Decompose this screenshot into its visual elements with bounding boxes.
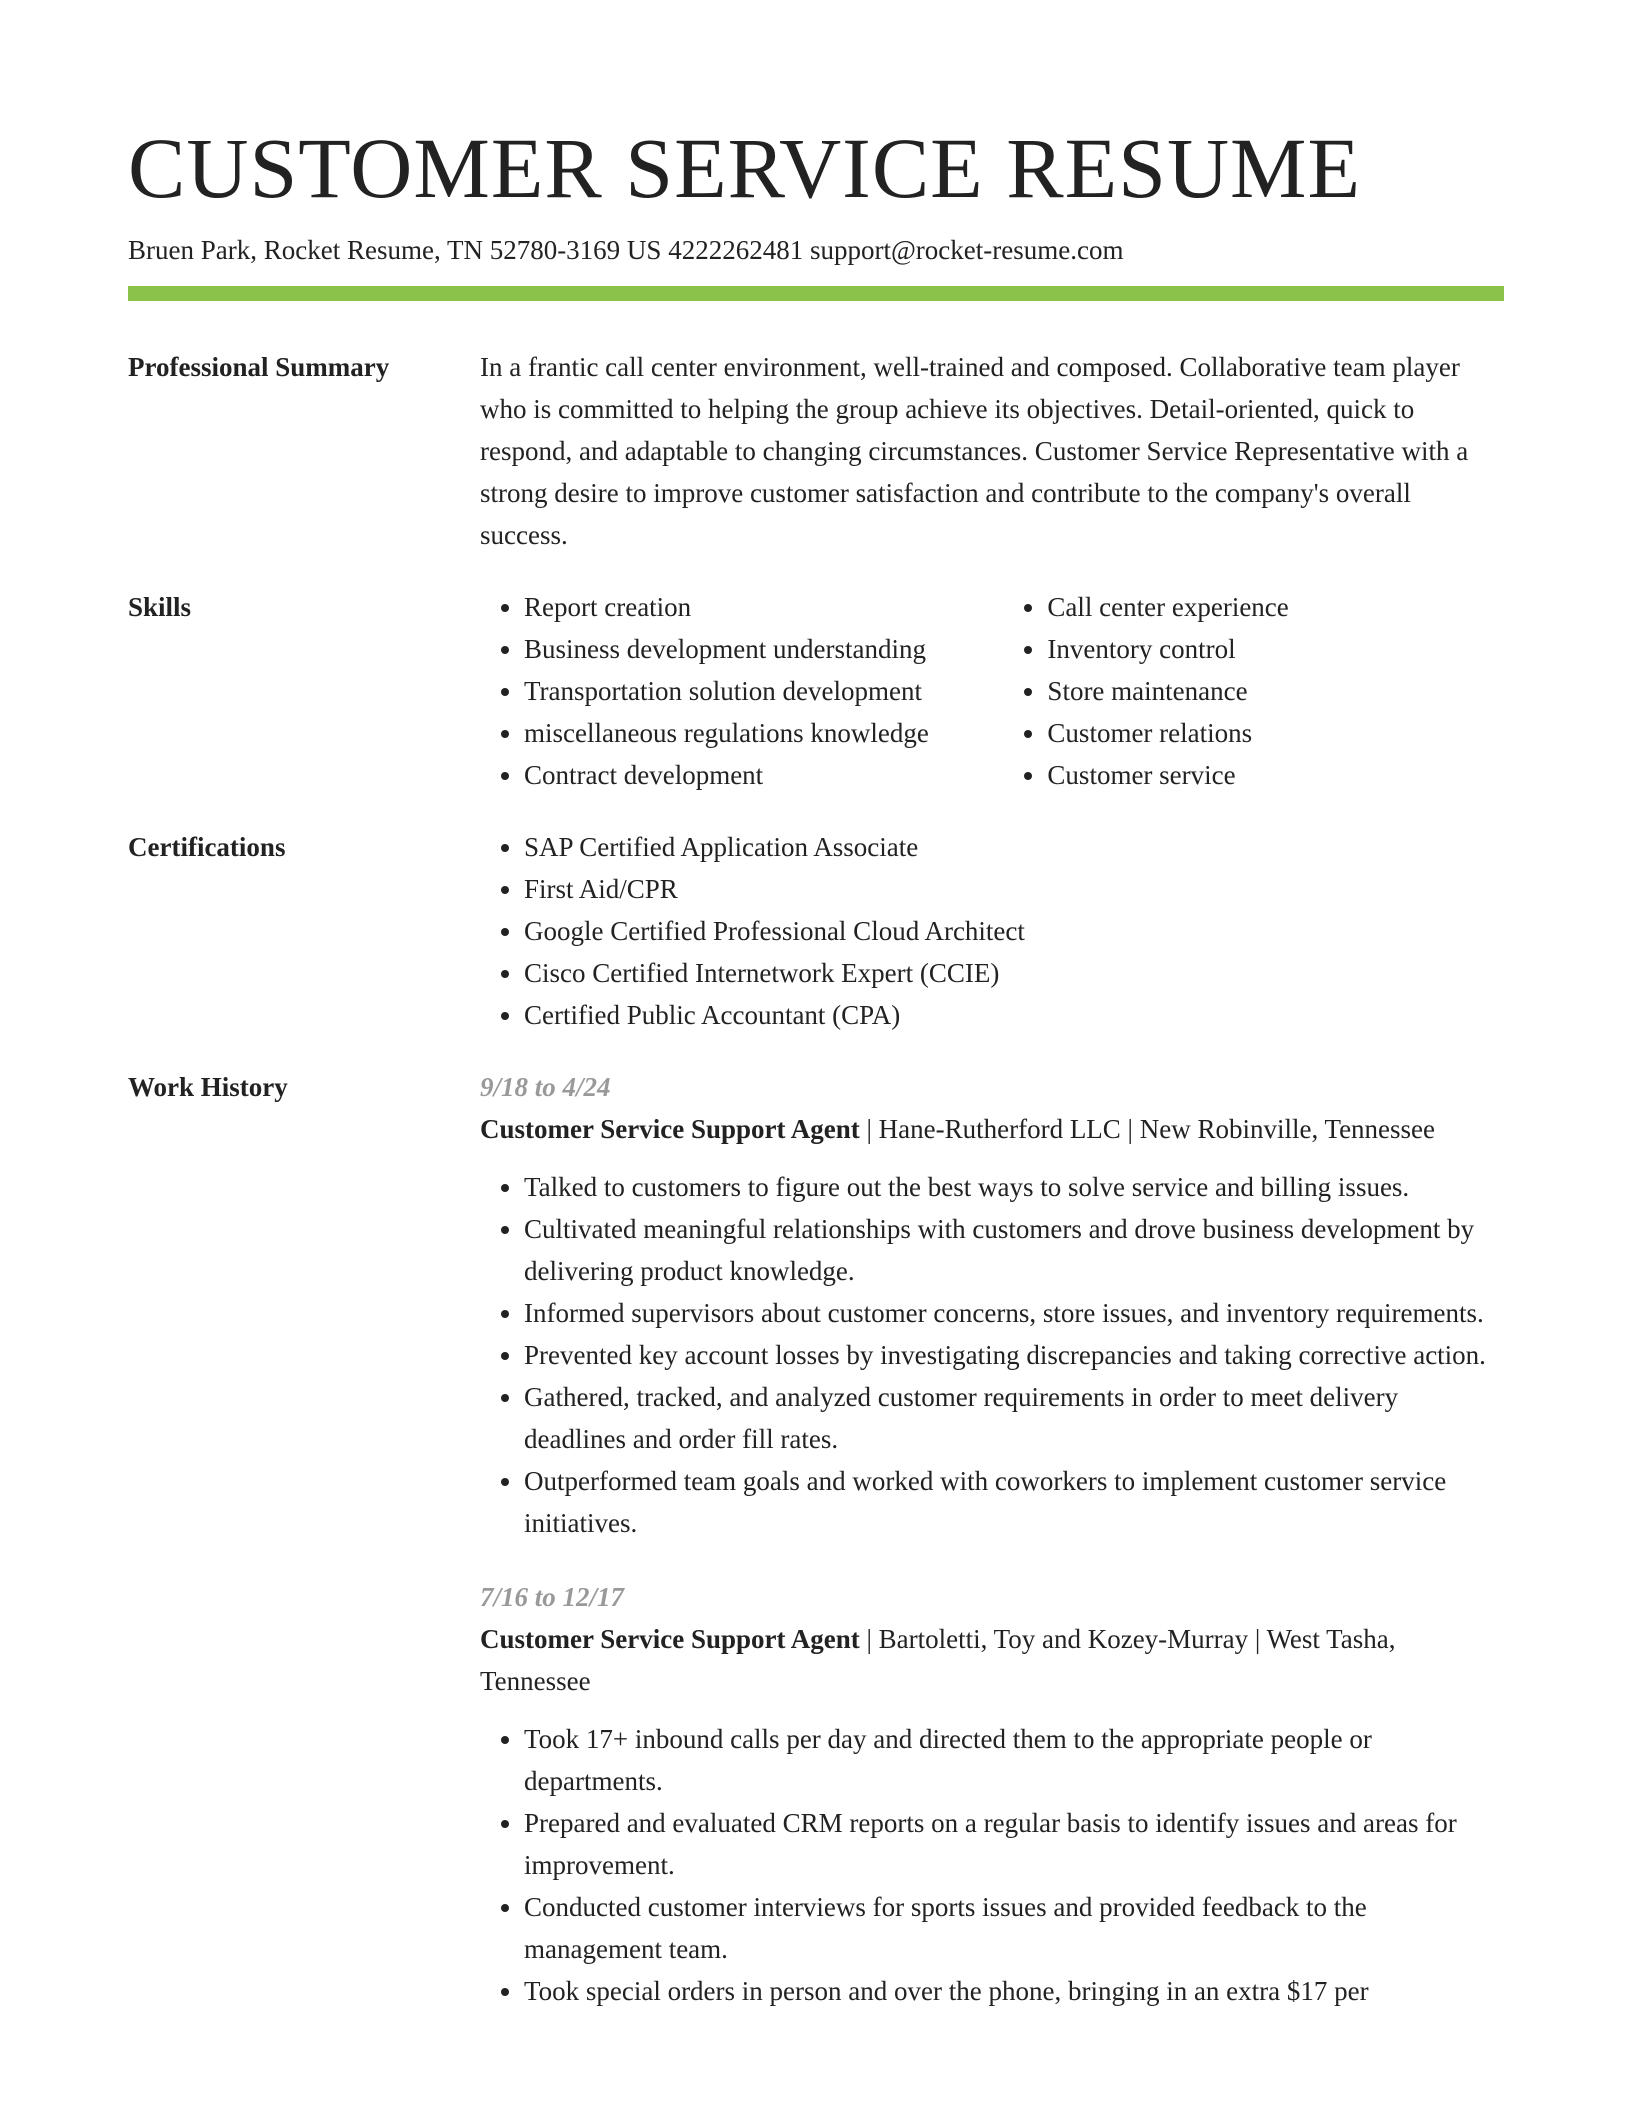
skill-item: • Report creation — [524, 586, 1003, 628]
job-role: Customer Service Support Agent — [480, 1114, 860, 1144]
job-heading — [480, 1108, 1504, 1150]
job-bullet: • Took special orders in person and over the phone, bringing in an extra $17 per — [524, 1970, 1504, 2012]
skill-item: • Call center experience — [1047, 586, 1504, 628]
job-bullet: • Took 17+ inbound calls per day and directed them to the appropriate people or departments. — [524, 1718, 1504, 1802]
skills-column-2 — [1003, 586, 1504, 796]
summary-text: In a frantic call center environment, well-trained and composed. Collaborative team player who is committed to helping the group achieve its objectives. Detail-oriented, quick to respond, and adaptable to changing circumstances. Customer Service Representative with a strong desire to improve customer satisfaction and contribute to the company's overall success. — [480, 352, 1469, 550]
job-heading — [480, 1618, 1504, 1702]
job-entry — [480, 1066, 1504, 1544]
skills-body — [480, 586, 1504, 796]
certification-item: • SAP Certified Application Associate — [524, 826, 1504, 868]
skill-item: • Business development understanding — [524, 628, 1003, 670]
accent-divider — [128, 286, 1504, 301]
skill-item: • Contract development — [524, 754, 1003, 796]
job-bullet: • Gathered, tracked, and analyzed customer requirements in order to meet delivery deadlines and order fill rates. — [524, 1376, 1504, 1460]
summary-body — [480, 346, 1504, 556]
job-dates: 9/18 to 4/24 — [480, 1072, 611, 1102]
job-details: | Hane-Rutherford LLC | New Robinville, Tennessee — [859, 1114, 1436, 1144]
skill-item: • Customer relations — [1047, 712, 1504, 754]
skill-item: • Inventory control — [1047, 628, 1504, 670]
job-bullet-list — [480, 1166, 1504, 1544]
job-dates: 7/16 to 12/17 — [480, 1582, 625, 1612]
certification-item: • First Aid/CPR — [524, 868, 1504, 910]
certification-item: • Certified Public Accountant (CPA) — [524, 994, 1504, 1036]
certification-item: • Google Certified Professional Cloud Architect — [524, 910, 1504, 952]
section-title-certifications: Certifications — [128, 832, 286, 862]
job-bullet: • Outperformed team goals and worked with coworkers to implement customer service initiatives. — [524, 1460, 1504, 1544]
job-entry — [480, 1576, 1504, 2012]
skill-item: • Customer service — [1047, 754, 1504, 796]
job-bullet: • Cultivated meaningful relationships with customers and drove business development by delivering product knowledge. — [524, 1208, 1504, 1292]
job-bullet: • Conducted customer interviews for sports issues and provided feedback to the management team. — [524, 1886, 1504, 1970]
job-details: | Bartoletti, Toy and Kozey-Murray | West Tasha, Tennessee — [480, 1624, 1396, 1696]
section-title-skills: Skills — [128, 592, 192, 622]
resume-title: CUSTOMER SERVICE RESUME — [128, 120, 1362, 216]
section-title-summary: Professional Summary — [128, 352, 390, 382]
skill-item: • Store maintenance — [1047, 670, 1504, 712]
section-title-work: Work History — [128, 1072, 288, 1102]
job-bullet: • Prevented key account losses by investigating discrepancies and taking corrective action. — [524, 1334, 1504, 1376]
skill-item: • Transportation solution development — [524, 670, 1003, 712]
job-bullet: • Prepared and evaluated CRM reports on a regular basis to identify issues and areas for improvement. — [524, 1802, 1504, 1886]
skills-column-1 — [480, 586, 1003, 796]
job-bullet-list — [480, 1718, 1504, 2012]
certification-item: • Cisco Certified Internetwork Expert (CCIE) — [524, 952, 1504, 994]
skill-item: • miscellaneous regulations knowledge — [524, 712, 1003, 754]
job-bullet: • Talked to customers to figure out the best ways to solve service and billing issues. — [524, 1166, 1504, 1208]
certifications-list — [480, 826, 1504, 1036]
job-bullet: • Informed supervisors about customer concerns, store issues, and inventory requirements. — [524, 1292, 1504, 1334]
work-body — [480, 1066, 1504, 2012]
job-role: Customer Service Support Agent — [480, 1624, 860, 1654]
certifications-body — [480, 826, 1504, 1036]
contact-line: Bruen Park, Rocket Resume, TN 52780-3169 US 4222262481 support@rocket-resume.com — [128, 235, 1124, 265]
